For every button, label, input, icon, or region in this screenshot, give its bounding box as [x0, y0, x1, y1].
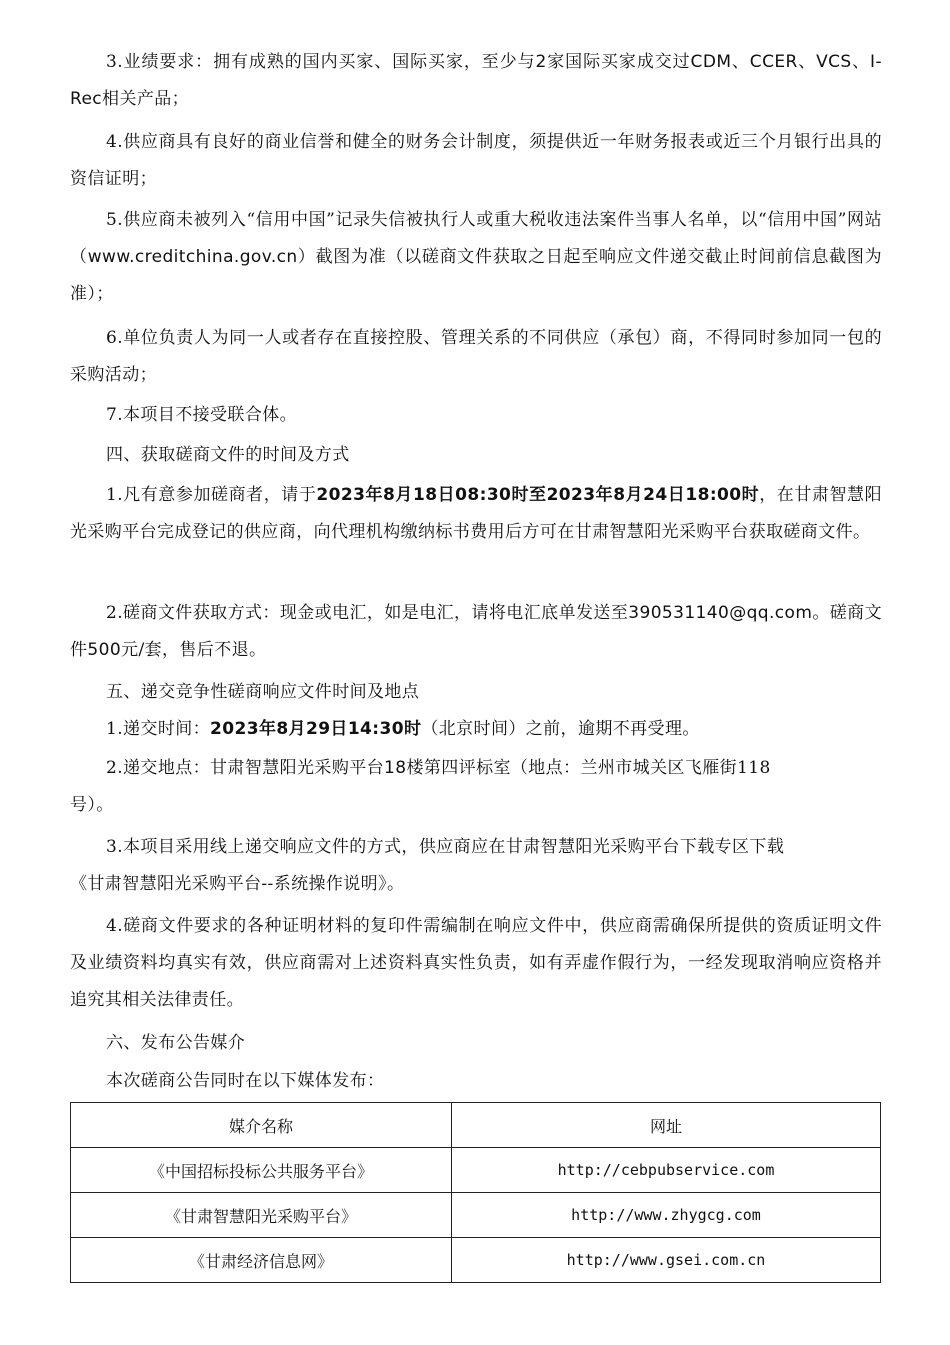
requirement-5-creditchina: 5.供应商未被列入“信用中国”记录失信被执行人或重大税收违法案件当事人名单，以“信用中国”网站（www.creditchina.gov.cn）截图为准（以磋商文件获取之日起至响应文件递交截止时间前信息截图为准）； [70, 210, 883, 304]
table-row [71, 1193, 881, 1238]
requirement-7-no-consortium: 7.本项目不接受联合体。 [106, 405, 298, 425]
section-5-item-1: 1.递交时间：2023年8月29日14:30时（北京时间）之前，逾期不再受理。 [106, 719, 700, 739]
requirement-3-performance: 3.业绩要求：拥有成熟的国内买家、国际买家，至少与2家国际买家成交过CDM、CCER、VCS、I-Rec相关产品； [70, 52, 882, 109]
media-url-link[interactable]: http://www.gsei.com.cn [452, 1238, 881, 1283]
remittance-email-note: 请将电汇底单发送至390531140@qq.com。 [471, 603, 830, 623]
section-4-item-2: 2.磋商文件获取方式：现金或电汇，如是电汇，请将电汇底单发送至390531140@qq.com。磋商文件500元/套，售后不退。 [70, 603, 882, 660]
section-5-heading: 五、递交竞争性磋商响应文件时间及地点 [106, 682, 420, 702]
acquisition-period: 2023年8月18日08:30时至2023年8月24日18:00时 [316, 485, 760, 505]
table-row [71, 1238, 881, 1283]
media-name-cell: 《中国招标投标公共服务平台》 [71, 1148, 452, 1193]
media-url-link[interactable]: http://cebpubservice.com [452, 1148, 881, 1193]
media-url-link[interactable]: http://www.zhygcg.com [452, 1193, 881, 1238]
document-fee: 500 [87, 640, 122, 660]
requirement-4-credit: 4.供应商具有良好的商业信誉和健全的财务会计制度，须提供近一年财务报表或近三个月银行出具的资信证明； [70, 132, 882, 189]
media-intro: 本次磋商公告同时在以下媒体发布： [106, 1071, 385, 1091]
section-6-heading: 六、发布公告媒介 [106, 1033, 246, 1053]
header-media-name: 媒介名称 [71, 1103, 452, 1148]
table-header-row [71, 1103, 881, 1148]
media-table [70, 1102, 881, 1283]
manual-title: 《甘肃智慧阳光采购平台--系统操作说明》。 [70, 874, 405, 894]
creditchina-url: www.creditchina.gov.cn [87, 247, 298, 267]
performance-detail: 拥有成熟的国内买家、国际买家，至少与2家国际买家成交过CDM、CCER、VCS、I-Rec相关产品； [70, 52, 882, 109]
section-5-item-2: 2.递交地点：甘肃智慧阳光采购平台18楼第四评标室（地点：兰州市城关区飞雁街118 号）。 [70, 758, 771, 815]
section-5-item-3: 3.本项目采用线上递交响应文件的方式，供应商应在甘肃智慧阳光采购平台下载专区下载 《甘肃智慧阳光采购平台--系统操作说明》。 [70, 837, 785, 894]
media-name-cell: 《甘肃经济信息网》 [71, 1238, 452, 1283]
table-row [71, 1148, 881, 1193]
section-5-item-4: 4.磋商文件要求的各种证明材料的复印件需编制在响应文件中，供应商需确保所提供的资质证明文件及业绩资料均真实有效，供应商需对上述资料真实性负责，如有弄虚作假行为，一经发现取消响应资格并追究其相关法律责任。 [70, 916, 882, 1010]
header-url: 网址 [452, 1103, 881, 1148]
section-4-heading: 四、获取磋商文件的时间及方式 [106, 445, 350, 465]
requirement-6-affiliation: 6.单位负责人为同一人或者存在直接控股、管理关系的不同供应（承包）商，不得同时参加同一包的采购活动； [70, 328, 882, 385]
submission-deadline: 2023年8月29日14:30时 [210, 719, 422, 739]
section-4-item-1: 1.凡有意参加磋商者，请于2023年8月18日08:30时至2023年8月24日18:00时，在甘肃智慧阳光采购平台完成登记的供应商，向代理机构缴纳标书费用后方可在甘肃智慧阳光采购平台获取磋商文件。 [70, 485, 882, 542]
media-name-cell: 《甘肃智慧阳光采购平台》 [71, 1193, 452, 1238]
